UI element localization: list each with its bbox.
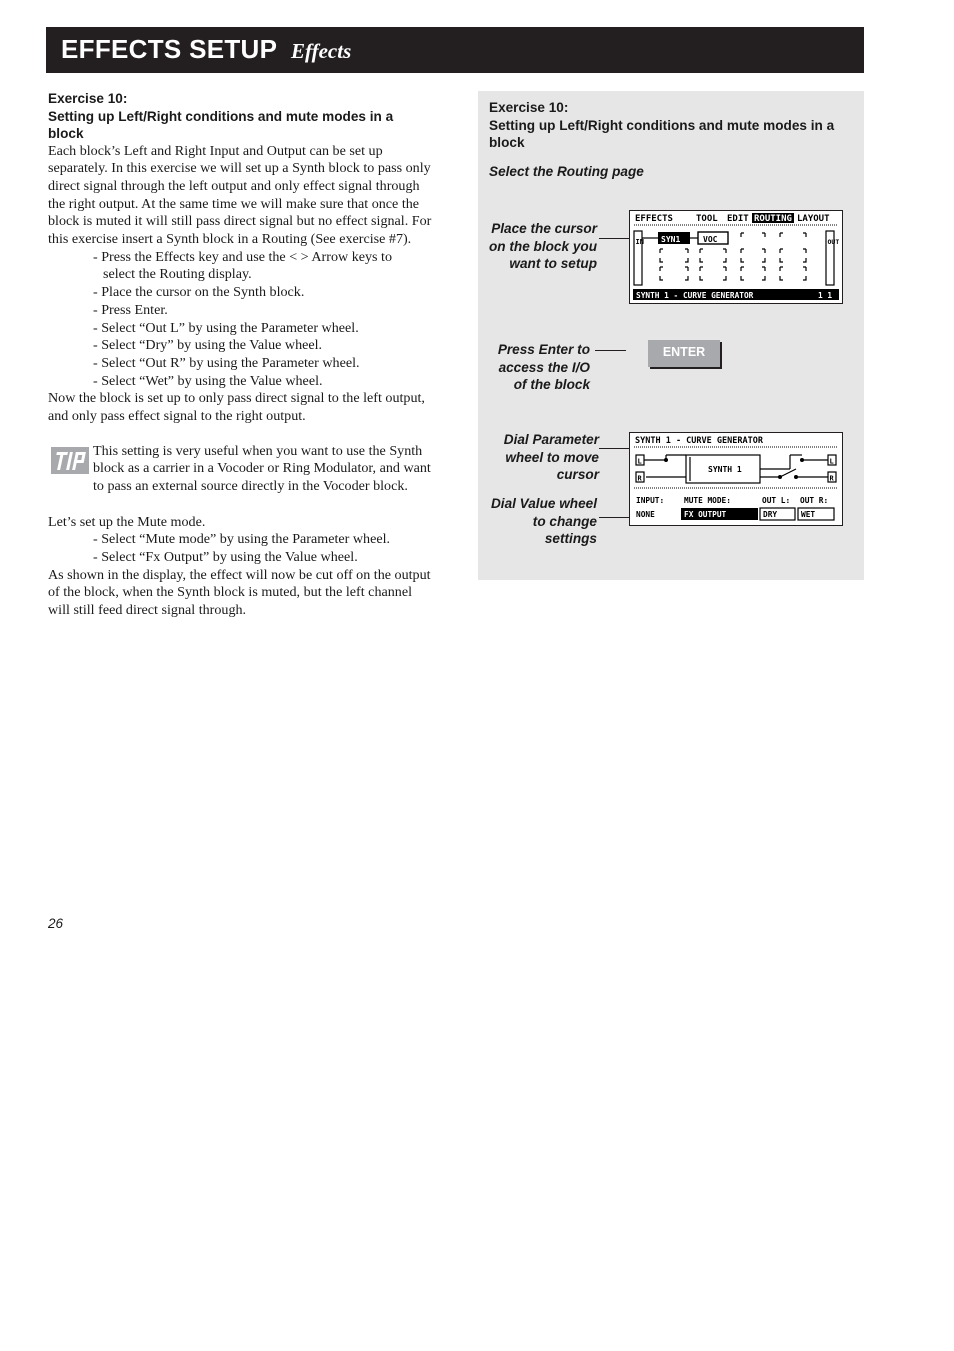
select-routing-instruction: Select the Routing page [489, 164, 644, 179]
exercise-heading: Exercise 10: [48, 91, 128, 106]
lcd-routing-screen [629, 210, 843, 304]
enter-button[interactable]: ENTER [648, 340, 720, 367]
step-item: - Select “Wet” by using the Value wheel. [93, 372, 323, 389]
caption-value-wheel: Dial Value wheel to change settings [490, 496, 597, 546]
svg-text:SYNTH 1 - CURVE GENERATOR: SYNTH 1 - CURVE GENERATOR [636, 291, 754, 300]
step-item: - Select “Out L” by using the Parameter wheel. [93, 319, 359, 336]
exercise-title: Setting up Left/Right conditions and mute modes in a block [48, 108, 394, 141]
tip-text: This setting is very useful when you want to use the Synth block as a carrier in a Vocoder or Ring Modulator, and want to pass an external source directly in the Vocoder block. [93, 442, 431, 495]
main-text-column [48, 90, 432, 620]
svg-text:DRY: DRY [763, 510, 778, 519]
panel-exercise-header: Exercise 10: Setting up Left/Right conditions and mute modes in a block [489, 100, 835, 150]
step-item: - Press Enter. [93, 301, 168, 318]
svg-text:OUT L:: OUT L: [762, 496, 791, 505]
step-item: - Place the cursor on the Synth block. [93, 284, 305, 301]
tip-icon [51, 447, 89, 474]
svg-text:L: L [637, 457, 642, 466]
step-item: - Select “Dry” by using the Value wheel. [93, 337, 323, 354]
instruction-panel [478, 91, 864, 580]
svg-text:ROUTING: ROUTING [754, 214, 792, 224]
svg-text:TOOL: TOOL [696, 214, 718, 224]
section-subtitle: Effects [291, 39, 352, 63]
svg-text:SYNTH 1: SYNTH 1 [708, 465, 742, 474]
svg-text:WET: WET [801, 510, 816, 519]
lcd-io-screen [629, 432, 843, 526]
svg-text:VOC: VOC [703, 235, 718, 244]
svg-text:OUT R:: OUT R: [800, 496, 829, 505]
svg-text:MUTE MODE:: MUTE MODE: [684, 496, 731, 505]
step-item: - Press the Effects key and use the < > Arrow keys to select the Routing display. [93, 248, 393, 283]
caption-press-enter: Press Enter to access the I/O of the block [497, 342, 590, 392]
svg-text:INPUT:: INPUT: [636, 496, 665, 505]
svg-text:LAYOUT: LAYOUT [797, 214, 830, 224]
svg-text:R: R [637, 474, 642, 483]
svg-text:OUT: OUT [827, 238, 840, 246]
page-header [46, 27, 864, 73]
section-title: EFFECTS SETUP [61, 34, 278, 64]
svg-text:IN: IN [635, 238, 644, 246]
svg-text:L: L [829, 457, 834, 466]
svg-text:FX OUTPUT: FX OUTPUT [684, 510, 727, 519]
intro-paragraph: Each block’s Left and Right Input and Output can be set up separately. In this exercise we will set up a Synth block to pass only direct signal through the left output and only effect signal through the right output. At the same time we will make sure that once the block is muted it will still pass direct signal but no effect signal. For this exercise insert a Synth block in a Routing (See exercise #7). [48, 142, 432, 248]
step-item: - Select “Fx Output” by using the Value wheel. [93, 548, 358, 565]
svg-text:EDIT: EDIT [727, 214, 749, 224]
svg-text:R: R [829, 474, 834, 483]
mute-steps [48, 531, 432, 566]
svg-text:NONE: NONE [636, 510, 655, 519]
step-item: - Select “Out R” by using the Parameter wheel. [93, 354, 360, 371]
svg-text:EFFECTS: EFFECTS [635, 214, 673, 224]
mute-intro: Let’s set up the Mute mode. [48, 513, 206, 530]
step-item: - Select “Mute mode” by using the Parameter wheel. [93, 531, 391, 548]
conclusion-paragraph: As shown in the display, the effect will now be cut off on the output of the block, when the Synth block is muted, but the left channel will still feed direct signal through. [48, 566, 431, 619]
svg-text:SYNTH 1 - CURVE GENERATOR: SYNTH 1 - CURVE GENERATOR [635, 436, 763, 446]
after-steps-paragraph: Now the block is set up to only pass direct signal to the left output, and only pass effect signal to the right output. [48, 390, 425, 425]
tip-box [48, 443, 432, 496]
routing-steps [48, 249, 432, 391]
svg-text:SYN1: SYN1 [661, 235, 681, 244]
caption-parameter-wheel: Dial Parameter wheel to move cursor [503, 432, 599, 482]
svg-text:1 1: 1 1 [818, 291, 833, 300]
page-number: 26 [48, 916, 64, 931]
caption-place-cursor: Place the cursor on the block you want to setup [489, 221, 597, 271]
